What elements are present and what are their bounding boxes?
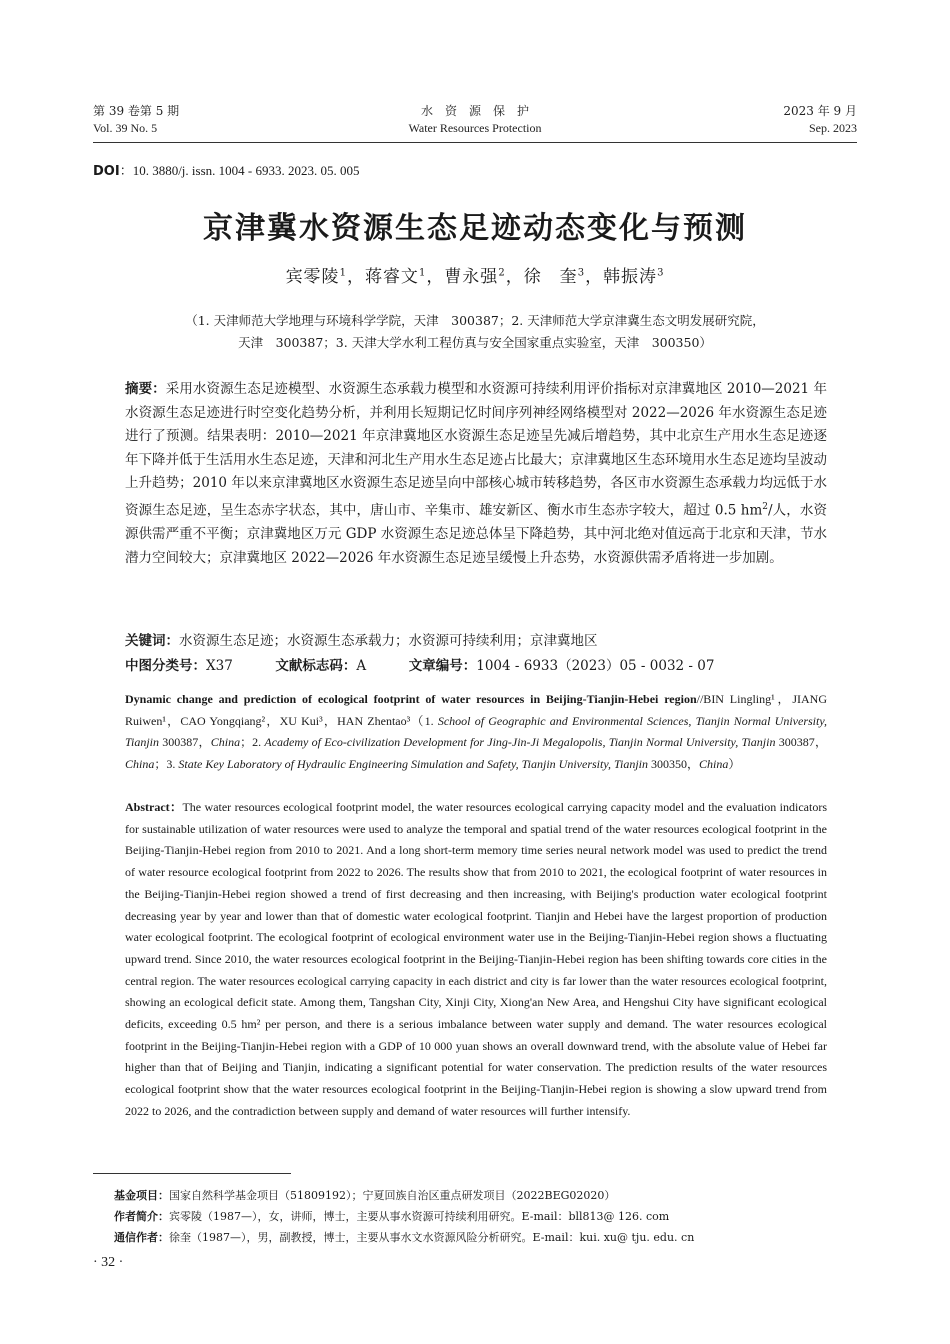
doi-label: DOI bbox=[93, 164, 120, 179]
author-separator: ， bbox=[346, 267, 365, 287]
header-volume-zh: 第 39 卷第 5 期 bbox=[93, 104, 180, 118]
author-separator: ， bbox=[426, 267, 445, 287]
abstract-zh-text: 采用水资源生态足迹模型、水资源生态承载力模型和水资源可持续利用评价指标对京津冀地区 2010—2021 年水资源生态足迹进行时空变化趋势分析，并利用长短期记忆时间序列神经网络模型对 2022—2026 年水资源生态足迹进行了预测。结果表明：2010—2021 年京津冀地区水资源生态足迹呈先减后增趋势，其中北京生产用水生态足迹逐年下降并低于生活用水生态足迹，天津和河北生产用水生态足迹占比最大；京津冀地区生态环境用水生态足迹均呈波动上升趋势；2010 年以来京津冀地区水资源生态足迹呈向中部核心城市转移趋势，各区市水资源生态承载力均远低于水资源生态足迹，呈生态赤字状态，其中，唐山市、辛集市、雄安新区、衡水市生态赤字较大，超过 0.5 hm bbox=[125, 381, 828, 519]
affil-en-country: China bbox=[699, 757, 729, 772]
header-date-en: Sep. 2023 bbox=[809, 121, 857, 135]
author-sup: 1 bbox=[418, 267, 427, 279]
doi-value: ：10. 3880/j. issn. 1004 - 6933. 2023. 05. 005 bbox=[119, 163, 360, 178]
doc-code-value: A bbox=[356, 658, 367, 674]
english-authors: //BIN Lingling¹，JIANG Ruiwen¹，CAO Yongqiang²，XU Kui³，HAN Zhentao³（ bbox=[125, 692, 827, 728]
author-name: 宾零陵 bbox=[285, 267, 340, 287]
page-number: · 32 · bbox=[93, 1255, 124, 1270]
author-sup: 3 bbox=[577, 267, 586, 279]
affil-en-postcode: 300387， bbox=[775, 735, 827, 750]
abstract-zh-sup: 2 bbox=[762, 501, 768, 512]
header-volume-en: Vol. 39 No. 5 bbox=[93, 121, 158, 135]
affil-en-2: Academy of Eco-civilization Development for Jing-Jin-Ji Megalopolis, Tianjin Normal University, Tianjin bbox=[264, 735, 776, 750]
affiliations bbox=[130, 310, 820, 354]
abstract-zh-label: 摘要： bbox=[125, 381, 166, 397]
affil-en-country: China bbox=[210, 735, 241, 750]
english-header bbox=[125, 689, 827, 776]
header-date bbox=[783, 103, 857, 137]
clc-label: 中图分类号： bbox=[125, 658, 206, 674]
article-no-value: 1004 - 6933（2023）05 - 0032 - 07 bbox=[476, 658, 715, 674]
author-name: 徐 奎 bbox=[523, 267, 578, 287]
author-list bbox=[0, 262, 950, 287]
affil-en-3: State Key Laboratory of Hydraulic Engineering Simulation and Safety, Tianjin University, Tianjin bbox=[178, 757, 649, 772]
affil-en-number: 1. bbox=[424, 713, 438, 728]
funding-label: 基金项目： bbox=[114, 1189, 169, 1202]
affiliation-line: 天津 300387；3. 天津大学水利工程仿真与安全国家重点实验室，天津 300350） bbox=[238, 335, 712, 350]
keywords-zh bbox=[125, 630, 598, 652]
clc-value: X37 bbox=[206, 658, 233, 674]
affil-en-postcode: 300350， bbox=[648, 757, 700, 772]
abstract-zh-text-after: /人，水资源供需严重不平衡；京津冀地区万元 GDP 水资源生态足迹总体呈下降趋势，其中河北绝对值远高于北京和天津，节水潜力空间较大；京津冀地区 2022—2026 年水资源生态足迹呈缓慢上升态势，水资源供需矛盾将进一步加剧。 bbox=[125, 502, 827, 566]
author-sup: 3 bbox=[657, 267, 665, 279]
abstract-en-text: The water resources ecological footprint model, the water resources ecological carrying capacity model and the evaluation indicators for sustainable utilization of water resources were used to analyze the temporal and spatial trend of the water resources ecological footprint in the Beijing-Tianjin-Hebei region from 2010 to 2021. And a long short-term memory time series neural network model was used to predict the trend of water resource ecological footprint from 2022 to 2026. The results show that from 2010 to 2021, the ecological footprint of water resources in the Beijing-Tianjin-Hebei region showed a trend of first decreasing and then increasing, with Beijing's production water ecological footprint decreasing year by year and lower than that of domestic water ecological footprint. Tianjin and Hebei have the largest proportion of production water ecological footprint. The ecological footprint of ecological environment water use in the Beijing-Tianjin-Hebei region shows a fluctuating upward trend. Since 2010, the water resources ecological footprint in the Beijing-Tianjin-Hebei region has been shifting towards core cities in the central region. The water resources ecological carrying capacity in each district and city is far lower than the water resources ecological footprint, showing an ecological deficit state. Among them, Tangshan City, Xinji City, Xiong'an New Area, and Hengshui City have significant ecological deficits, exceeding 0.5 hm² per person, and there is a serious imbalance between water supply and demand. The water resources ecological footprint in the Beijing-Tianjin-Hebei region with a GDP of 10 000 yuan shows an overall downward trend, with the absolute value of Hebei far higher than that of Beijing and Tianjin, indicating a significant potential for water conservation. The prediction results of the water resources ecological footprint show that the water resources ecological footprint in the Beijing-Tianjin-Hebei region is showing a slow upward trend from 2022 to 2026, and the contradiction between supply and demand of water resources will further intensify. bbox=[125, 800, 827, 1118]
classification-line bbox=[125, 655, 714, 677]
english-title: Dynamic change and prediction of ecological footprint of water resources in Beijing-Tianjin-Hebei region bbox=[125, 692, 697, 706]
author-separator: ， bbox=[585, 267, 604, 287]
author-bio-label: 作者简介： bbox=[114, 1210, 169, 1223]
corresponding-label: 通信作者： bbox=[114, 1231, 169, 1244]
footnote-author-bio bbox=[114, 1208, 669, 1225]
abstract-en-label: Abstract： bbox=[125, 800, 183, 814]
header-rule bbox=[93, 142, 857, 143]
footnote-corresponding bbox=[114, 1229, 694, 1246]
footnote-rule bbox=[93, 1173, 291, 1174]
affil-en-1: School of Geographic and Environmental Sciences, Tianjin Normal University, Tianjin bbox=[125, 713, 828, 750]
article-no-label: 文章编号： bbox=[408, 658, 477, 674]
author-separator: ， bbox=[505, 267, 524, 287]
header-date-zh: 2023 年 9 月 bbox=[783, 104, 857, 118]
author-sup: 2 bbox=[498, 267, 506, 279]
keywords-label: 关键词： bbox=[125, 633, 179, 649]
author-sup: 1 bbox=[339, 267, 347, 279]
author-name: 曹永强 bbox=[444, 267, 499, 287]
author-name: 韩振涛 bbox=[603, 267, 658, 287]
abstract-en bbox=[125, 797, 827, 1123]
doi-line bbox=[93, 160, 359, 179]
header-journal-zh: 水 资 源 保 护 bbox=[420, 104, 529, 118]
author-bio-text: 宾零陵（1987—），女，讲师，博士，主要从事水资源可持续利用研究。E-mail：bll813@ 126. com bbox=[169, 1210, 670, 1223]
paper-title: 京津冀水资源生态足迹动态变化与预测 bbox=[203, 211, 747, 246]
abstract-zh bbox=[125, 378, 827, 570]
footnote-funding bbox=[114, 1187, 615, 1204]
doc-code-label: 文献标志码： bbox=[275, 658, 357, 674]
header-journal-en: Water Resources Protection bbox=[408, 121, 542, 135]
affil-en-number: ；3. bbox=[154, 757, 179, 772]
affil-en-postcode: 300387， bbox=[159, 735, 211, 750]
affil-en-number: ；2. bbox=[240, 735, 265, 750]
corresponding-text: 徐奎（1987—），男，副教授，博士，主要从事水文水资源风险分析研究。E-mail：kui. xu@ tju. edu. cn bbox=[169, 1231, 695, 1244]
funding-text: 国家自然科学基金项目（51809192）；宁夏回族自治区重点研发项目（2022BEG02020） bbox=[169, 1189, 616, 1202]
keywords-text: 水资源生态足迹；水资源生态承载力；水资源可持续利用；京津冀地区 bbox=[179, 633, 598, 649]
affil-en-close: ） bbox=[728, 757, 741, 772]
author-name: 蒋睿文 bbox=[364, 267, 419, 287]
affil-en-country: China bbox=[125, 757, 155, 772]
affiliation-line: （1. 天津师范大学地理与环境科学学院，天津 300387；2. 天津师范大学京津冀生态文明发展研究院， bbox=[185, 313, 765, 328]
